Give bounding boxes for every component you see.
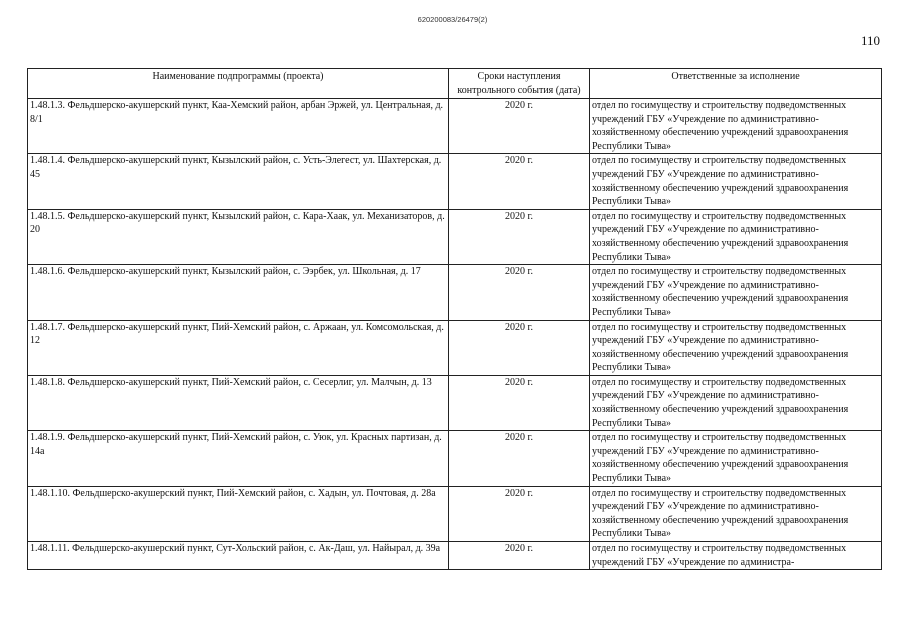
cell-date: 2020 г. (449, 265, 590, 320)
cell-name: 1.48.1.4. Фельдшерско-акушерский пункт, Кызылский район, с. Усть-Элегест, ул. Шахтерская, д. 45 (28, 154, 449, 209)
cell-date: 2020 г. (449, 154, 590, 209)
table-row (28, 320, 882, 375)
page-number: 110 (860, 33, 880, 48)
cell-name: 1.48.1.6. Фельдшерско-акушерский пункт, Кызылский район, с. Ээрбек, ул. Школьная, д. 17 (28, 265, 449, 320)
cell-responsible: отдел по госимуществу и строительству подведомственных учреждений ГБУ «Учреждение по административно-хозяйственному обеспечению учреждений здравоохранения Республики Тыва» (590, 320, 882, 375)
cell-responsible: отдел по госимуществу и строительству подведомственных учреждений ГБУ «Учреждение по административно-хозяйственному обеспечению учреждений здравоохранения Республики Тыва» (590, 375, 882, 430)
cell-date: 2020 г. (449, 431, 590, 486)
table-header-row (28, 69, 882, 99)
table-row (28, 542, 882, 570)
cell-name: 1.48.1.8. Фельдшерско-акушерский пункт, Пий-Хемский район, с. Сесерлиг, ул. Малчын, д. 13 (28, 375, 449, 430)
cell-responsible: отдел по госимуществу и строительству подведомственных учреждений ГБУ «Учреждение по административно-хозяйственному обеспечению учреждений здравоохранения Республики Тыва» (590, 209, 882, 264)
cell-name: 1.48.1.9. Фельдшерско-акушерский пункт, Пий-Хемский район, с. Уюк, ул. Красных партизан, д. 14а (28, 431, 449, 486)
events-table (27, 68, 882, 570)
cell-name: 1.48.1.10. Фельдшерско-акушерский пункт, Пий-Хемский район, с. Хадын, ул. Почтовая, д. 28а (28, 486, 449, 541)
cell-date: 2020 г. (449, 320, 590, 375)
table-row (28, 154, 882, 209)
cell-responsible: отдел по госимуществу и строительству подведомственных учреждений ГБУ «Учреждение по администра- (590, 542, 882, 570)
table-row (28, 209, 882, 264)
cell-date: 2020 г. (449, 375, 590, 430)
cell-date: 2020 г. (449, 99, 590, 154)
header-name: Наименование подпрограммы (проекта) (28, 69, 449, 99)
table-row (28, 375, 882, 430)
cell-responsible: отдел по госимуществу и строительству подведомственных учреждений ГБУ «Учреждение по административно-хозяйственному обеспечению учреждений здравоохранения Республики Тыва» (590, 486, 882, 541)
document-code: 620200083/26479(2) (417, 15, 488, 24)
table-row (28, 99, 882, 154)
cell-responsible: отдел по госимуществу и строительству подведомственных учреждений ГБУ «Учреждение по административно-хозяйственному обеспечению учреждений здравоохранения Республики Тыва» (590, 265, 882, 320)
header-date: Сроки наступления контрольного события (дата) (449, 69, 590, 99)
cell-name: 1.48.1.11. Фельдшерско-акушерский пункт, Сут-Хольский район, с. Ак-Даш, ул. Найырал, д. 39а (28, 542, 449, 570)
cell-name: 1.48.1.7. Фельдшерско-акушерский пункт, Пий-Хемский район, с. Аржаан, ул. Комсомольская, д. 12 (28, 320, 449, 375)
cell-responsible: отдел по госимуществу и строительству подведомственных учреждений ГБУ «Учреждение по административно-хозяйственному обеспечению учреждений здравоохранения Республики Тыва» (590, 431, 882, 486)
cell-responsible: отдел по госимуществу и строительству подведомственных учреждений ГБУ «Учреждение по административно-хозяйственному обеспечению учреждений здравоохранения Республики Тыва» (590, 154, 882, 209)
cell-date: 2020 г. (449, 542, 590, 570)
cell-name: 1.48.1.3. Фельдшерско-акушерский пункт, Каа-Хемский район, арбан Эржей, ул. Центральная, д. 8/1 (28, 99, 449, 154)
cell-date: 2020 г. (449, 209, 590, 264)
cell-responsible: отдел по госимуществу и строительству подведомственных учреждений ГБУ «Учреждение по административно-хозяйственному обеспечению учреждений здравоохранения Республики Тыва» (590, 99, 882, 154)
cell-name: 1.48.1.5. Фельдшерско-акушерский пункт, Кызылский район, с. Кара-Хаак, ул. Механизаторов, д. 20 (28, 209, 449, 264)
table-row (28, 486, 882, 541)
table-row (28, 431, 882, 486)
table-row (28, 265, 882, 320)
cell-date: 2020 г. (449, 486, 590, 541)
header-responsible: Ответственные за исполнение (590, 69, 882, 99)
